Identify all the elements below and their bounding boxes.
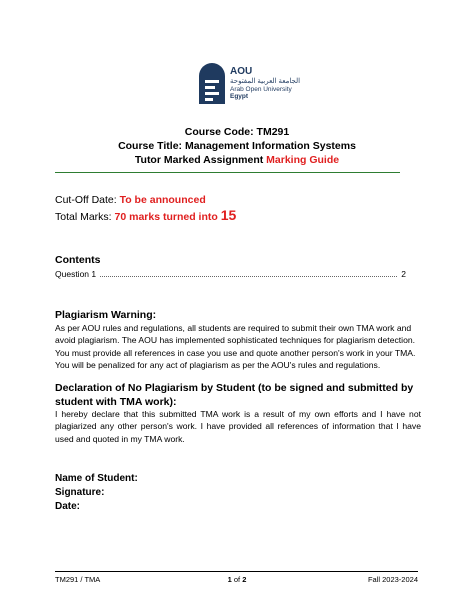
footer-divider	[55, 571, 418, 572]
cutoff-date	[55, 193, 206, 207]
assignment-title	[0, 153, 474, 167]
signature-field: Signature:	[55, 487, 105, 498]
page-of: of	[231, 575, 243, 584]
assignment-title-suffix: Marking Guide	[266, 154, 340, 166]
toc-entry[interactable]	[55, 268, 406, 280]
cutoff-label: Cut-Off Date:	[55, 194, 120, 206]
page-total: 2	[242, 575, 247, 584]
declaration-text: I hereby declare that this submitted TMA work is a result of my own efforts and I have not plagiarized any other person's work. I have provided all references of information that I have used and quoted in my TMA work.	[55, 409, 421, 444]
toc-leader-dots	[100, 276, 397, 277]
marks-label: Total Marks:	[55, 211, 115, 223]
footer-left: TM291 / TMA	[55, 575, 101, 584]
logo-english-name: Arab Open University	[230, 86, 292, 93]
toc-entry-label: Question 1	[55, 269, 97, 279]
aou-emblem-icon	[197, 62, 227, 104]
cutoff-value: To be announced	[119, 194, 206, 206]
assignment-title-prefix: Tutor Marked Assignment	[134, 154, 267, 166]
student-name-field: Name of Student:	[55, 473, 138, 484]
total-marks	[55, 208, 236, 224]
plagiarism-heading: Plagiarism Warning:	[55, 309, 157, 321]
date-field: Date:	[55, 501, 81, 512]
header-divider	[55, 172, 400, 173]
page-current: 1	[227, 575, 232, 584]
logo-country: Egypt	[230, 93, 249, 100]
declaration-heading: Declaration of No Plagiarism by Student (to be signed and submitted by student with TMA work):	[55, 382, 414, 408]
course-code: Course Code: TM291	[184, 126, 290, 138]
university-logo	[197, 62, 317, 106]
plagiarism-text: As per AOU rules and regulations, all students are required to submit their own TMA work and avoid plagiarism. The AOU has implemented sophisticated techniques for plagiarism detection. You must provide all references in case you use and quote another person's work in your TMA. You will be penalized for any act of plagiarism as per the AOU's rules and regulations.	[55, 323, 416, 370]
contents-heading: Contents	[55, 254, 101, 266]
marks-value: 70 marks turned into	[114, 211, 221, 223]
logo-abbr: AOU	[230, 66, 253, 77]
toc-entry-page: 2	[401, 269, 406, 279]
footer-right: Fall 2023-2024	[367, 575, 418, 584]
course-title: Course Title: Management Information Systems	[118, 140, 356, 152]
logo-arabic-name: الجامعة العربية المفتوحة	[230, 78, 301, 85]
marks-scaled: 15	[220, 207, 237, 223]
